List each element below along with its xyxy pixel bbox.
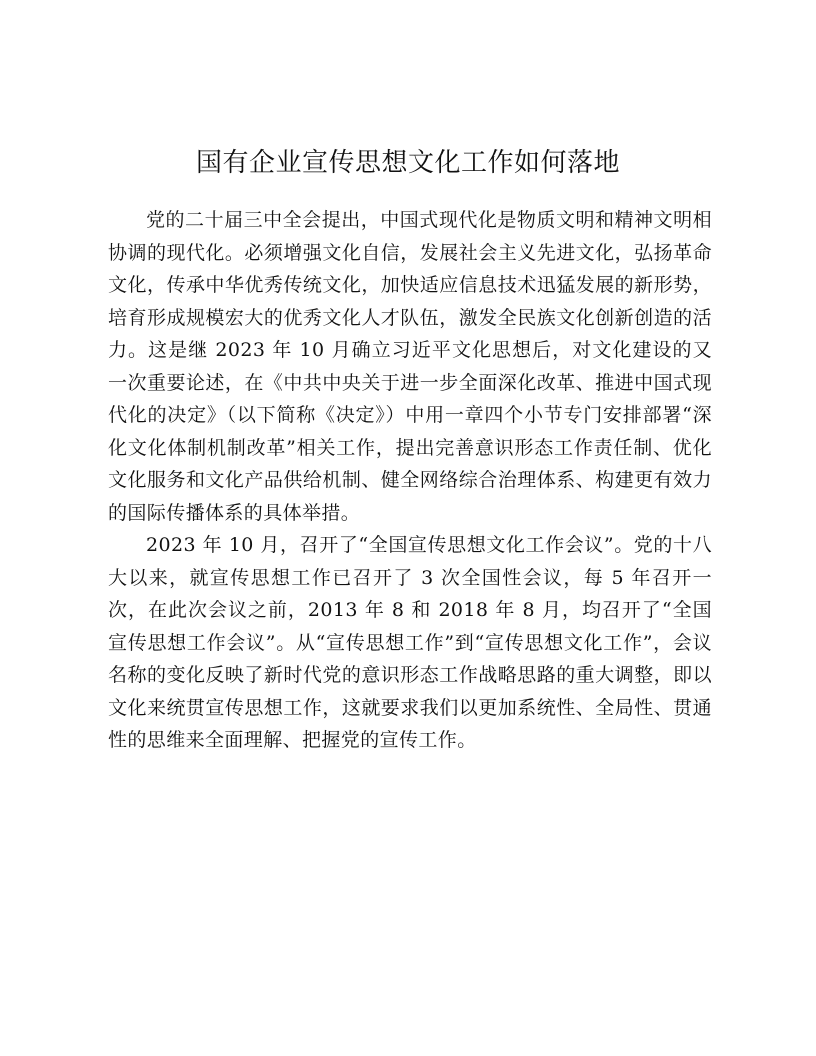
- paragraph-1: 党的二十届三中全会提出，中国式现代化是物质文明和精神文明相协调的现代化。必须增强文化自信，发展社会主义先进文化，弘扬革命文化，传承中华优秀传统文化，加快适应信息技术迅猛发展的新形势，培育形成规模宏大的优秀文化人才队伍，激发全民族文化创新创造的活力。这是继 2023 年 10 月确立习近平文化思想后，对文化建设的又一次重要论述，在《中共中央关于进一步全面深化改革、推进中国式现代化的决定》（以下简称《决定》）中用一章四个小节专门安排部署“深化文化体制机制改革”相关工作，提出完善意识形态工作责任制、优化文化服务和文化产品供给机制、健全网络综合治理体系、构建更有效力的国际传播体系的具体举措。: [108, 209, 712, 524]
- paragraph-2: 2023 年 10 月，召开了“全国宣传思想文化工作会议”。党的十八大以来，就宣传思想工作已召开了 3 次全国性会议，每 5 年召开一次，在此次会议之前，2013 年 8 和 2018 年 8 月，均召开了“全国宣传思想工作会议”。从“宣传思想工作”到“宣传思想文化工作”，会议名称的变化反映了新时代党的意识形态工作战略思路的重大调整，即以文化来统贯宣传思想工作，这就要求我们以更加系统性、全局性、贯通性的思维来全面理解、把握党的宣传工作。: [108, 534, 712, 751]
- document-body: [108, 204, 712, 757]
- document-title: 国有企业宣传思想文化工作如何落地: [195, 148, 620, 178]
